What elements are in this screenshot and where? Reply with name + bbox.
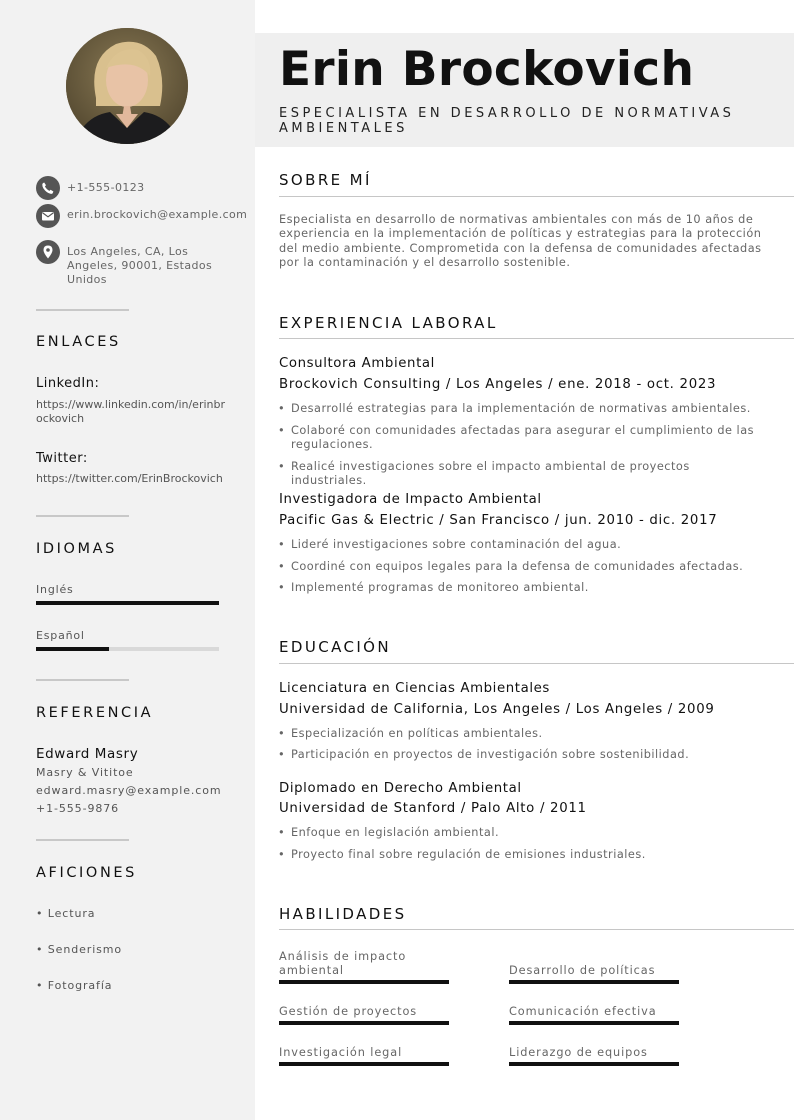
language-level-bar	[36, 647, 219, 651]
degree-title: Licenciatura en Ciencias Ambientales	[279, 681, 550, 696]
reference-email: edward.masry@example.com	[36, 784, 222, 797]
section-rule	[279, 196, 794, 197]
job-details: Brockovich Consulting / Los Angeles / ene. 2018 - oct. 2023	[279, 377, 717, 392]
phone-icon	[36, 176, 60, 200]
skill-level-fill	[279, 980, 449, 984]
degree-bullet: • Especialización en políticas ambientales.	[291, 727, 769, 741]
hobby-label: Fotografía	[47, 979, 113, 992]
skill-level-bar	[279, 1062, 449, 1066]
hobbies-heading: AFICIONES	[36, 865, 137, 881]
email-text: erin.brockovich@example.com	[67, 208, 248, 221]
links-heading: ENLACES	[36, 334, 121, 350]
skill-level-fill	[279, 1062, 449, 1066]
skill-label: Liderazgo de equipos	[509, 1045, 648, 1059]
reference-phone: +1-555-9876	[36, 802, 120, 815]
skill-level-bar	[509, 1062, 679, 1066]
job-bullet: • Implementé programas de monitoreo ambiental.	[291, 581, 769, 595]
location-pin-icon	[36, 240, 60, 264]
skill-item	[509, 1031, 679, 1066]
skill-label: Gestión de proyectos	[279, 1004, 418, 1018]
skill-level-bar	[279, 1021, 449, 1025]
degree-bullet: • Participación en proyectos de investigación sobre sostenibilidad.	[291, 748, 769, 762]
full-name: Erin Brockovich	[279, 42, 695, 97]
reference-company: Masry & Vititoe	[36, 766, 134, 779]
hobby-item: • Fotografía	[36, 979, 113, 992]
skills-heading: HABILIDADES	[279, 905, 407, 923]
linkedin-label: LinkedIn:	[36, 376, 100, 391]
divider	[36, 679, 129, 681]
skill-level-fill	[509, 1021, 679, 1025]
address-text: Los Angeles, CA, Los Angeles, 90001, Estados Unidos	[67, 245, 213, 286]
job-bullet: • Colaboré con comunidades afectadas para asegurar el cumplimiento de las regulaciones.	[291, 424, 769, 453]
job-bullet: • Coordiné con equipos legales para la defensa de comunidades afectadas.	[291, 560, 769, 574]
language-name: Inglés	[36, 583, 74, 596]
skill-label: Desarrollo de políticas	[509, 963, 656, 977]
skill-level-fill	[279, 1021, 449, 1025]
divider	[36, 839, 129, 841]
job-bullet: • Lideré investigaciones sobre contaminación del agua.	[291, 538, 769, 552]
job-role: Consultora Ambiental	[279, 356, 435, 371]
main-content	[255, 0, 794, 1120]
skill-label: Investigación legal	[279, 1045, 403, 1059]
linkedin-link[interactable]: https://www.linkedin.com/in/erinbrockovich	[36, 398, 225, 425]
experience-heading: EXPERIENCIA LABORAL	[279, 314, 498, 332]
divider	[36, 309, 129, 311]
degree-bullet: • Enfoque en legislación ambiental.	[291, 826, 769, 840]
about-heading: SOBRE MÍ	[279, 171, 372, 189]
hobby-item: • Lectura	[36, 907, 96, 920]
job-bullet: • Desarrollé estrategias para la implementación de normativas ambientales.	[291, 402, 769, 416]
hobby-item: • Senderismo	[36, 943, 123, 956]
twitter-link[interactable]: https://twitter.com/ErinBrockovich	[36, 472, 223, 485]
language-name: Español	[36, 629, 85, 642]
section-rule	[279, 663, 794, 664]
skill-level-bar	[509, 1021, 679, 1025]
language-level-fill	[36, 601, 219, 605]
skill-level-fill	[509, 1062, 679, 1066]
divider	[36, 515, 129, 517]
skill-level-bar	[509, 980, 679, 984]
job-title: ESPECIALISTA EN DESARROLLO DE NORMATIVAS AMBIENTALES	[279, 106, 735, 136]
skill-label: Análisis de impacto ambiental	[279, 950, 407, 977]
contact-phone	[36, 176, 226, 200]
phone-text: +1-555-0123	[67, 181, 145, 194]
job-bullet: • Realicé investigaciones sobre el impacto ambiental de proyectos industriales.	[291, 460, 769, 489]
sidebar	[0, 0, 255, 1120]
degree-details: Universidad de Stanford / Palo Alto / 2011	[279, 801, 587, 816]
degree-title: Diplomado en Derecho Ambiental	[279, 781, 522, 796]
hobby-label: Lectura	[47, 907, 96, 920]
skill-item	[509, 940, 679, 984]
reference-heading: REFERENCIA	[36, 705, 154, 721]
section-rule	[279, 929, 794, 930]
hobby-label: Senderismo	[47, 943, 123, 956]
education-heading: EDUCACIÓN	[279, 638, 392, 656]
skill-item	[279, 1031, 449, 1066]
contact-email	[36, 204, 248, 236]
degree-bullet: • Proyecto final sobre regulación de emisiones industriales.	[291, 848, 769, 862]
skill-item	[279, 990, 449, 1025]
envelope-icon	[36, 204, 60, 228]
job-role: Investigadora de Impacto Ambiental	[279, 492, 542, 507]
contact-address	[36, 240, 226, 288]
languages-heading: IDIOMAS	[36, 541, 117, 557]
language-level-bar	[36, 601, 219, 605]
skill-item	[509, 990, 679, 1025]
degree-details: Universidad de California, Los Angeles / Los Angeles / 2009	[279, 702, 715, 717]
section-rule	[279, 338, 794, 339]
skill-level-fill	[509, 980, 679, 984]
skill-level-bar	[279, 980, 449, 984]
job-details: Pacific Gas & Electric / San Francisco / jun. 2010 - dic. 2017	[279, 513, 718, 528]
avatar	[66, 28, 188, 144]
skill-label: Comunicación efectiva	[509, 1004, 657, 1018]
skill-item	[279, 940, 449, 984]
about-text: Especialista en desarrollo de normativas ambientales con más de 10 años de experiencia en la implementación de políticas y estrategias para la protección del medio ambiente. Comprometida con la defensa de comunidades afectadas por la contaminación y el desarrollo sostenible.	[279, 213, 762, 270]
language-level-fill	[36, 647, 109, 651]
twitter-label: Twitter:	[36, 451, 88, 466]
reference-name: Edward Masry	[36, 746, 139, 762]
